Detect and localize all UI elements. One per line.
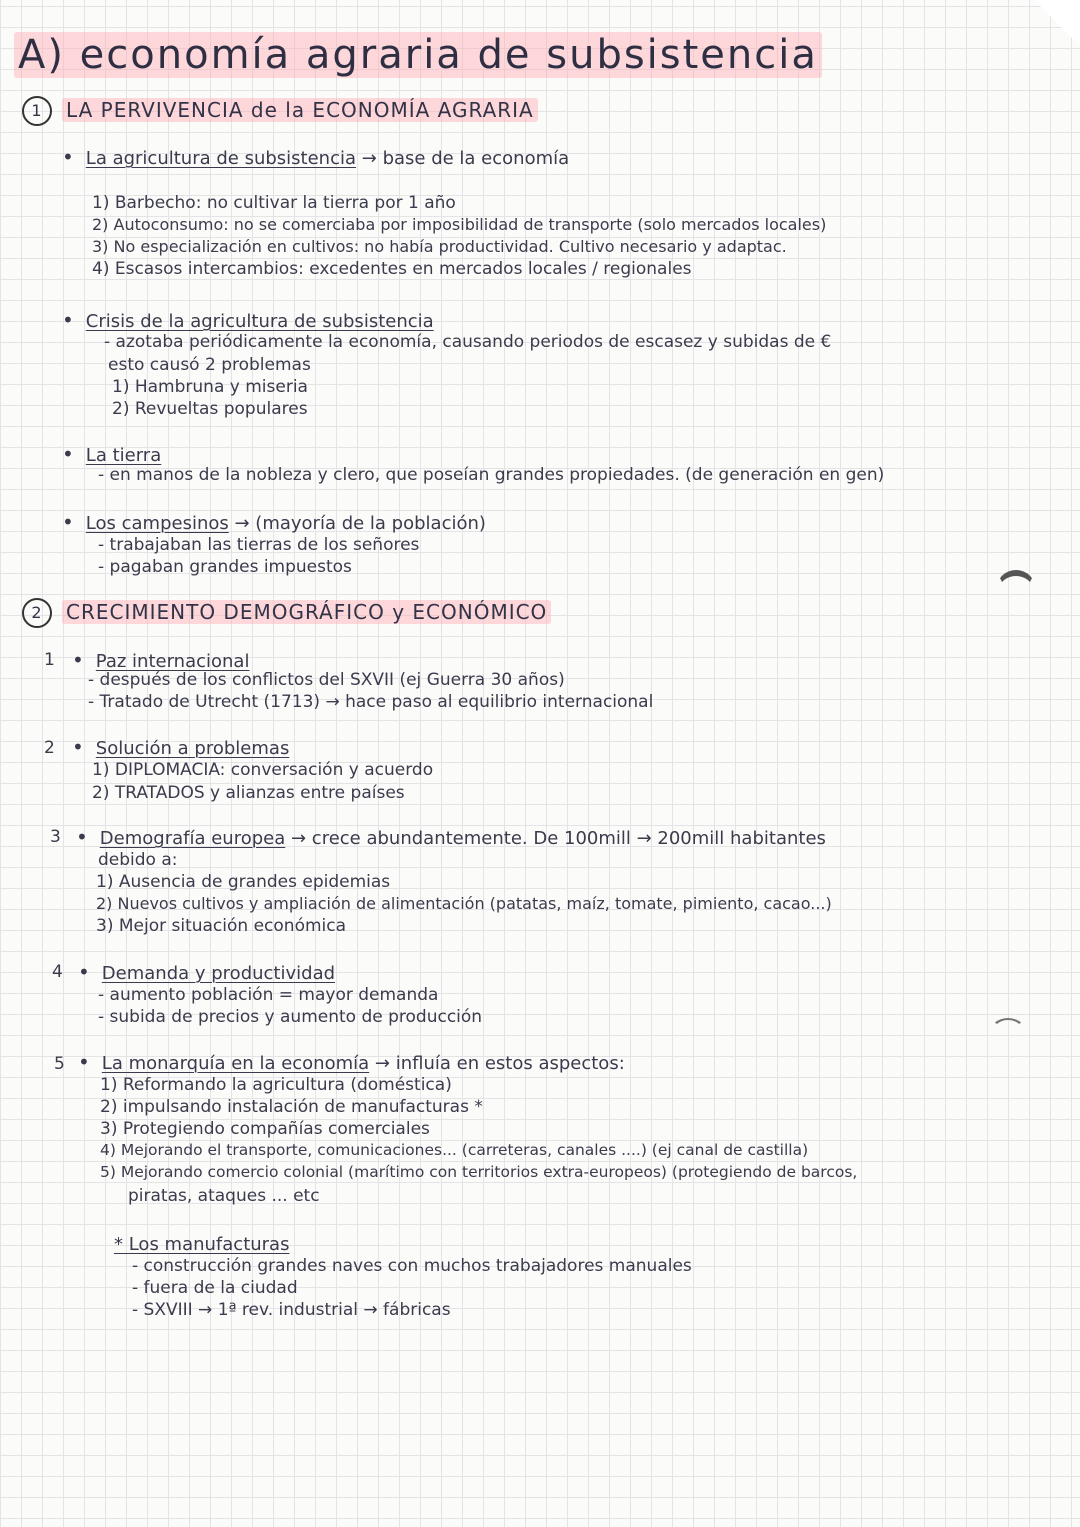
bullet-land: • La tierra	[62, 442, 162, 466]
list-item: - SXVIII → 1ª rev. industrial → fábricas	[132, 1300, 451, 1320]
bullet-peasants: • Los campesinos → (mayoría de la población)	[62, 510, 486, 534]
page-title: A) economía agraria de subsistencia	[14, 32, 822, 78]
list-item: debido a:	[98, 850, 178, 870]
list-item: 3) No especialización en cultivos: no había productividad. Cultivo necesario y adaptac.	[92, 237, 787, 256]
list-item: 3) Protegiendo compañías comerciales	[100, 1119, 430, 1139]
section-1-number: 1	[22, 96, 52, 126]
section-2-number: 2	[22, 598, 52, 628]
bullet-crisis: • Crisis de la agricultura de subsistencia	[62, 308, 434, 332]
list-item: 1) Hambruna y miseria	[112, 377, 308, 397]
list-item: 2) TRATADOS y alianzas entre países	[92, 783, 405, 803]
list-item: - azotaba periódicamente la economía, causando periodos de escasez y subidas de €	[104, 332, 832, 352]
item-number: 1	[44, 650, 55, 670]
list-item: - después de los conflictos del SXVII (ej Guerra 30 años)	[88, 670, 565, 690]
list-item: - fuera de la ciudad	[132, 1278, 298, 1298]
list-item: 1) DIPLOMACIA: conversación y acuerdo	[92, 760, 434, 780]
page-fold	[1034, 0, 1080, 46]
list-item: - trabajaban las tierras de los señores	[98, 535, 420, 555]
bullet-problem-solution: • Solución a problemas	[72, 735, 290, 759]
bullet-monarchy-economy: • La monarquía en la economía → influía en estos aspectos:	[78, 1050, 625, 1074]
binder-hole	[996, 570, 1036, 610]
bullet-european-demography: • Demografía europea → crece abundantemente. De 100mill → 200mill habitantes	[76, 825, 826, 849]
item-number: 3	[50, 827, 61, 847]
list-item: - Tratado de Utrecht (1713) → hace paso al equilibrio internacional	[88, 692, 654, 712]
list-item: - construcción grandes naves con muchos trabajadores manuales	[132, 1256, 692, 1276]
list-item: - aumento población = mayor demanda	[98, 985, 439, 1005]
section-2-heading: 2 CRECIMIENTO DEMOGRÁFICO y ECONÓMICO	[22, 598, 551, 628]
note-manufactures-title: * Los manufacturas	[114, 1234, 290, 1255]
section-1-heading: 1 LA PERVIVENCIA de la ECONOMÍA AGRARIA	[22, 96, 538, 126]
list-item: 4) Escasos intercambios: excedentes en mercados locales / regionales	[92, 259, 692, 279]
list-item: 4) Mejorando el transporte, comunicaciones... (carreteras, canales ....) (ej canal de castilla)	[100, 1141, 809, 1159]
list-item: 2) Revueltas populares	[112, 399, 308, 419]
item-number: 2	[44, 738, 55, 758]
list-item: - pagaban grandes impuestos	[98, 557, 352, 577]
list-item: esto causó 2 problemas	[108, 355, 311, 375]
list-item: 1) Reformando la agricultura (doméstica)	[100, 1075, 452, 1095]
list-item: 1) Ausencia de grandes epidemias	[96, 872, 391, 892]
item-number: 5	[54, 1054, 65, 1074]
list-item: 2) Nuevos cultivos y ampliación de alimentación (patatas, maíz, tomate, pimiento, cacao...)	[96, 894, 832, 913]
bullet-international-peace: • Paz internacional	[72, 648, 250, 672]
list-item: 1) Barbecho: no cultivar la tierra por 1 año	[92, 193, 456, 213]
item-number: 4	[52, 962, 63, 982]
bullet-demand-productivity: • Demanda y productividad	[78, 960, 336, 984]
list-item: 2) impulsando instalación de manufacturas *	[100, 1097, 483, 1117]
list-item: 5) Mejorando comercio colonial (marítimo con territorios extra-europeos) (protegiendo de barcos,	[100, 1163, 858, 1181]
list-item: - subida de precios y aumento de producción	[98, 1007, 483, 1027]
list-item: - en manos de la nobleza y clero, que poseían grandes propiedades. (de generación en gen)	[98, 465, 885, 485]
list-item: 2) Autoconsumo: no se comerciaba por imposibilidad de transporte (solo mercados locales)	[92, 215, 827, 234]
bullet-subsistence-agriculture: • La agricultura de subsistencia → base de la economía	[62, 145, 570, 169]
list-item: piratas, ataques ... etc	[128, 1186, 320, 1206]
list-item: 3) Mejor situación económica	[96, 916, 347, 936]
binder-hole	[988, 1018, 1028, 1054]
